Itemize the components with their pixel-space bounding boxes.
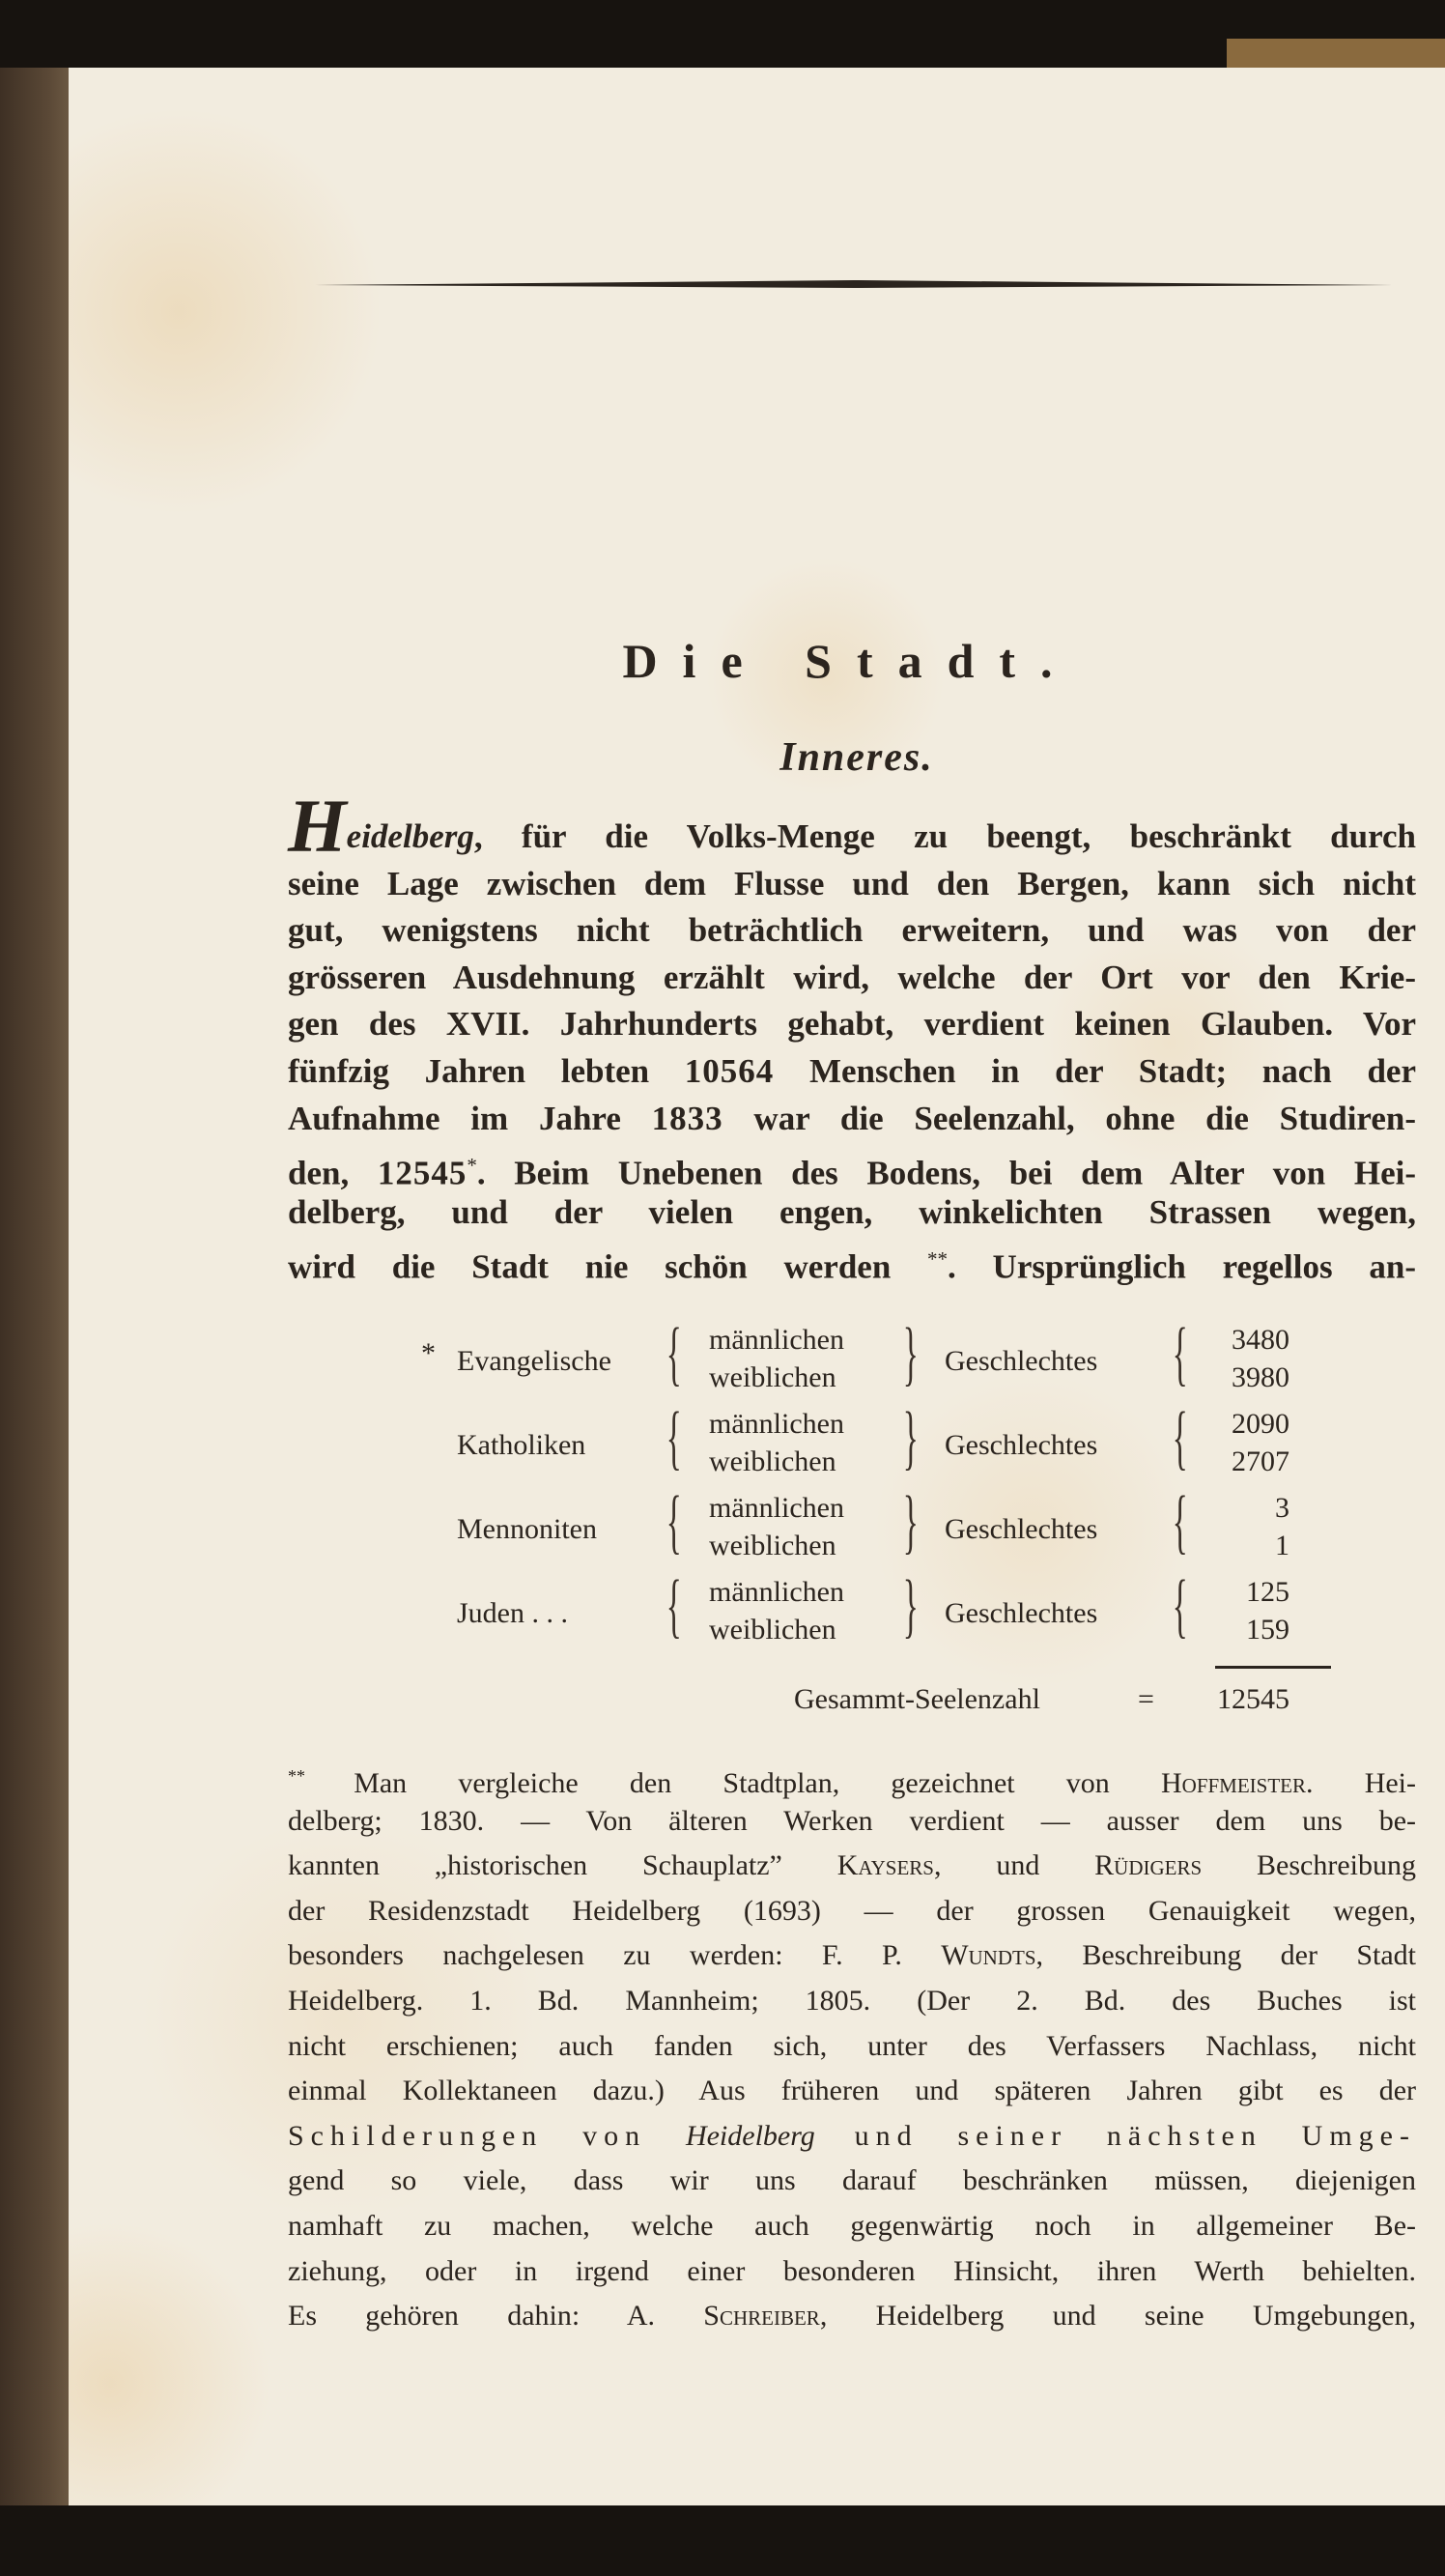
female-count: 3980 [1232, 1361, 1289, 1393]
text-segment: Man vergleiche den Stadtplan, gezeichnet von [354, 1767, 1161, 1799]
text-segment: 1833 [651, 1099, 723, 1137]
text-line [288, 1236, 1416, 1286]
section-subtitle: Inneres. [779, 735, 934, 780]
text-segment: gen des XVII. Jahrhunderts gehabt, verdient keinen Glauben. Vor [288, 1005, 1416, 1044]
footnote-text [288, 1754, 1416, 2339]
sex-label: Geschlechtes [945, 1597, 1098, 1629]
text-segment: fünfzig Jahren lebten [288, 1051, 685, 1090]
left-brace-icon: { [666, 1314, 682, 1393]
text-segment: Schreiber [703, 2300, 820, 2333]
right-brace-icon: } [902, 1482, 919, 1561]
text-segment: Rüdigers [1094, 1849, 1203, 1882]
text-segment: . Ursprünglich regellos an- [948, 1248, 1416, 1286]
text-line [288, 1142, 1416, 1192]
text-segment: delberg, und der vielen engen, winkelichten Strassen wegen, [288, 1192, 1416, 1231]
text-line [288, 1189, 1416, 1237]
text-segment: kannten „historischen Schauplatz” [288, 1849, 837, 1882]
text-line [288, 907, 1416, 955]
scan-background [0, 2505, 1445, 2576]
equals-sign: = [1138, 1683, 1154, 1715]
text-line [288, 1933, 1416, 1979]
text-segment: , Beschreibung der Stadt [1035, 1939, 1416, 1972]
text-line [288, 2204, 1416, 2249]
religion-label: Katholiken [457, 1429, 586, 1461]
female-label: weiblichen [709, 1614, 836, 1646]
text-line [288, 955, 1416, 1002]
text-segment: Aufnahme im Jahre [288, 1099, 652, 1137]
text-segment: namhaft zu machen, welche auch gegenwärtig noch in allgemeiner Be- [288, 2209, 1416, 2242]
text-segment: der Residenzstadt Heidelberg (1693) — der grossen Genauigkeit wegen, [288, 1894, 1416, 1927]
left-brace-icon: { [1172, 1566, 1188, 1646]
text-line [288, 1844, 1416, 1889]
text-segment: Kaysers [836, 1849, 934, 1882]
text-segment: . Beim Unebenen des Bodens, bei dem Alter von Hei- [476, 1154, 1416, 1192]
text-line [288, 861, 1416, 908]
text-segment: , und [933, 1849, 1095, 1882]
text-line [288, 2294, 1416, 2339]
left-brace-icon: { [666, 1482, 682, 1561]
text-segment: den, [288, 1154, 378, 1192]
male-count: 125 [1246, 1576, 1289, 1608]
female-label: weiblichen [709, 1361, 836, 1393]
chapter-title: Die Stadt. [622, 634, 1078, 688]
text-segment: und seiner nächsten Umge- [814, 2119, 1416, 2152]
male-label: männlichen [709, 1324, 844, 1356]
ornamental-rule [315, 280, 1393, 288]
male-label: männlichen [709, 1576, 844, 1608]
text-segment: delberg; 1830. — Von älteren Werken verdient — ausser dem uns be- [288, 1804, 1416, 1837]
text-segment: einmal Kollektaneen dazu.) Aus früheren und späteren Jahren gibt es der [288, 2075, 1416, 2107]
text-segment: , für die Volks-Menge zu beengt, beschränkt durch [473, 817, 1416, 855]
text-line [288, 1096, 1416, 1143]
right-brace-icon: } [902, 1566, 919, 1646]
female-count: 1 [1275, 1530, 1289, 1561]
text-segment: Menschen in der Stadt; nach der [774, 1051, 1416, 1090]
text-segment: besonders nachgelesen zu werden: F. P. [288, 1939, 942, 1972]
text-segment: ziehung, oder in irgend einer besonderen Hinsicht, ihren Werth behielten. [288, 2254, 1416, 2287]
text-segment: seine Lage zwischen dem Flusse und den Bergen, kann sich nicht [288, 864, 1416, 902]
text-segment: Heidelberg [685, 2119, 815, 2152]
footnote-marker: * [467, 1154, 477, 1178]
sum-rule [1215, 1666, 1331, 1669]
text-line [288, 1979, 1416, 2024]
text-segment: , Heidelberg und seine Umgebungen, [819, 2300, 1416, 2333]
left-brace-icon: { [666, 1566, 682, 1646]
text-line [288, 2024, 1416, 2070]
text-segment: gend so viele, dass wir uns darauf beschränken müssen, diejenigen [288, 2164, 1416, 2197]
text-segment: gut, wenigstens nicht beträchtlich erweitern, und was von der [288, 911, 1416, 950]
total-value: 12545 [1217, 1683, 1289, 1715]
text-segment: 10564 [684, 1051, 775, 1090]
text-line [288, 1001, 1416, 1048]
footnote-marker: * [421, 1337, 436, 1369]
text-segment: eidelberg [346, 817, 474, 855]
text-line [288, 2249, 1416, 2295]
text-line [288, 784, 1416, 868]
text-segment: Schilderungen von [288, 2119, 686, 2152]
religion-label: Mennoniten [457, 1513, 597, 1545]
text-segment: Es gehören dahin: A. [288, 2300, 704, 2333]
text-line [288, 1889, 1416, 1934]
text-segment: Wundts [941, 1939, 1036, 1972]
right-brace-icon: } [902, 1398, 919, 1477]
sex-label: Geschlechtes [945, 1513, 1098, 1545]
footnote-marker: ** [927, 1247, 949, 1272]
text-line [288, 2069, 1416, 2114]
text-line [288, 1048, 1416, 1096]
text-segment: wird die Stadt nie schön werden [288, 1248, 928, 1286]
male-count: 3 [1275, 1492, 1289, 1524]
text-segment: Heidelberg. 1. Bd. Mannheim; 1805. (Der 2. Bd. des Buches ist [288, 1984, 1416, 2017]
left-brace-icon: { [1172, 1482, 1188, 1561]
female-count: 2707 [1232, 1445, 1289, 1477]
left-brace-icon: { [666, 1398, 682, 1477]
female-label: weiblichen [709, 1445, 836, 1477]
right-brace-icon: } [902, 1314, 919, 1393]
body-text [288, 784, 1416, 1286]
female-count: 159 [1246, 1614, 1289, 1646]
sex-label: Geschlechtes [945, 1345, 1098, 1377]
text-line [288, 2159, 1416, 2204]
drop-cap: H [288, 784, 347, 868]
text-segment: Hoffmeister [1160, 1767, 1307, 1799]
left-brace-icon: { [1172, 1398, 1188, 1477]
male-label: männlichen [709, 1492, 844, 1524]
male-count: 3480 [1232, 1324, 1289, 1356]
text-segment: nicht erschienen; auch fanden sich, unter des Verfassers Nachlass, nicht [288, 2029, 1416, 2062]
religion-label: Evangelische [457, 1345, 611, 1377]
text-segment: Beschreibung [1202, 1849, 1416, 1882]
male-label: männlichen [709, 1408, 844, 1440]
text-line [288, 1799, 1416, 1845]
footnote-marker: ** [288, 1766, 354, 1786]
total-label: Gesammt-Seelenzahl [794, 1683, 1040, 1715]
text-segment: 12545 [377, 1154, 468, 1192]
text-line [288, 2114, 1416, 2160]
text-line [288, 1754, 1416, 1799]
sex-label: Geschlechtes [945, 1429, 1098, 1461]
left-brace-icon: { [1172, 1314, 1188, 1393]
religion-label: Juden . . . [457, 1597, 568, 1629]
text-segment: . Hei- [1306, 1767, 1416, 1799]
text-segment: war die Seelenzahl, ohne die Studiren- [722, 1099, 1416, 1137]
male-count: 2090 [1232, 1408, 1289, 1440]
book-spine-edge [0, 68, 69, 2522]
female-label: weiblichen [709, 1530, 836, 1561]
text-segment: grösseren Ausdehnung erzählt wird, welche der Ort vor den Krie- [288, 958, 1416, 996]
